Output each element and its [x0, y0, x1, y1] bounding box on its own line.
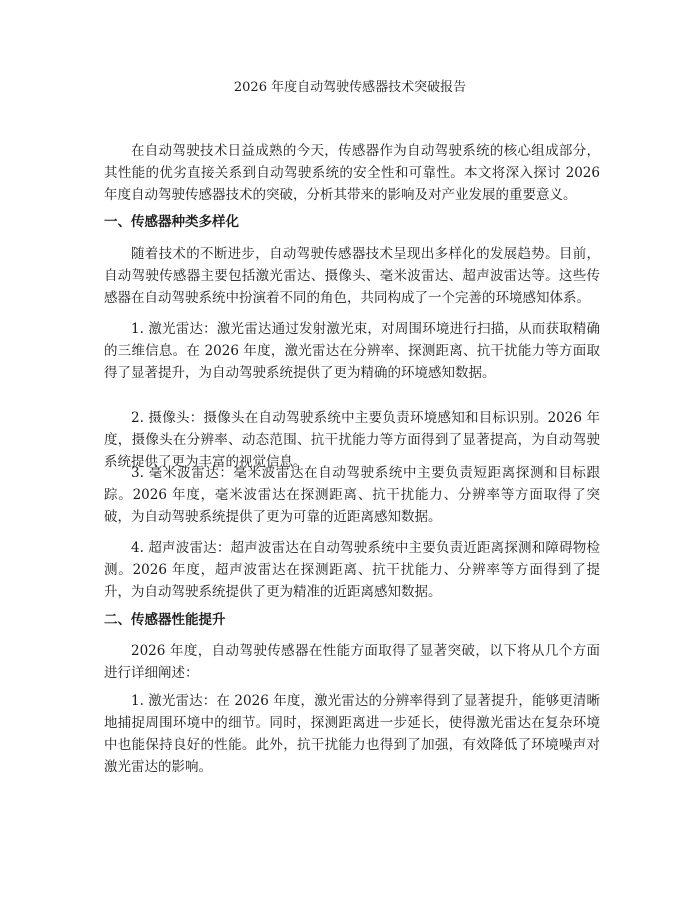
section-heading-2: 二、传感器性能提升: [104, 612, 226, 628]
list-item-camera: 2. 摄像头：摄像头在自动驾驶系统中主要负责环境感知和目标识别。2026 年度，摄像头在分辨率、动态范围、抗干扰能力等方面得到了显著提高，为自动驾驶系统提供了更为丰富的视觉信息。: [104, 410, 600, 470]
list-item-ultrasonic-radar: 4. 超声波雷达：超声波雷达在自动驾驶系统中主要负责近距离探测和障碍物检测。2026 年度，超声波雷达在探测距离、抗干扰能力、分辨率等方面得到了提升，为自动驾驶系统提供了更为精准的近距离感知数据。: [104, 540, 600, 600]
list-item-mmwave-radar: 3. 毫米波雷达：毫米波雷达在自动驾驶系统中主要负责短距离探测和目标跟踪。2026 年度，毫米波雷达在探测距离、抗干扰能力、分辨率等方面取得了突破，为自动驾驶系统提供了更为可靠的近距离感知数据。: [104, 465, 600, 525]
list-item-lidar: 1. 激光雷达：激光雷达通过发射激光束，对周围环境进行扫描，从而获取精确的三维信息。在 2026 年度，激光雷达在分辨率、探测距离、抗干扰能力等方面取得了显著提升，为自动驾驶系统提供了更为精确的环境感知数据。: [104, 321, 600, 381]
section-2-body: 2026 年度，自动驾驶传感器在性能方面取得了显著突破，以下将从几个方面进行详细阐述：: [104, 643, 600, 681]
section-1-body: 随着技术的不断进步，自动驾驶传感器技术呈现出多样化的发展趋势。目前，自动驾驶传感器主要包括激光雷达、摄像头、毫米波雷达、超声波雷达等。这些传感器在自动驾驶系统中扮演着不同的角色，共同构成了一个完善的环境感知体系。: [104, 246, 600, 306]
document-title: 2026 年度自动驾驶传感器技术突破报告: [233, 80, 467, 95]
list-item-lidar-performance: 1. 激光雷达：在 2026 年度，激光雷达的分辨率得到了显著提升，能够更清晰地捕捉周围环境中的细节。同时，探测距离进一步延长，使得激光雷达在复杂环境中也能保持良好的性能。此外，抗干扰能力也得到了加强，有效降低了环境噪声对激光雷达的影响。: [104, 693, 600, 775]
intro-paragraph: 在自动驾驶技术日益成熟的今天，传感器作为自动驾驶系统的核心组成部分，其性能的优劣直接关系到自动驾驶系统的安全性和可靠性。本文将深入探讨 2026 年度自动驾驶传感器技术的突破，分析其带来的影响及对产业发展的重要意义。: [104, 143, 600, 203]
section-heading-1: 一、传感器种类多样化: [104, 214, 239, 230]
